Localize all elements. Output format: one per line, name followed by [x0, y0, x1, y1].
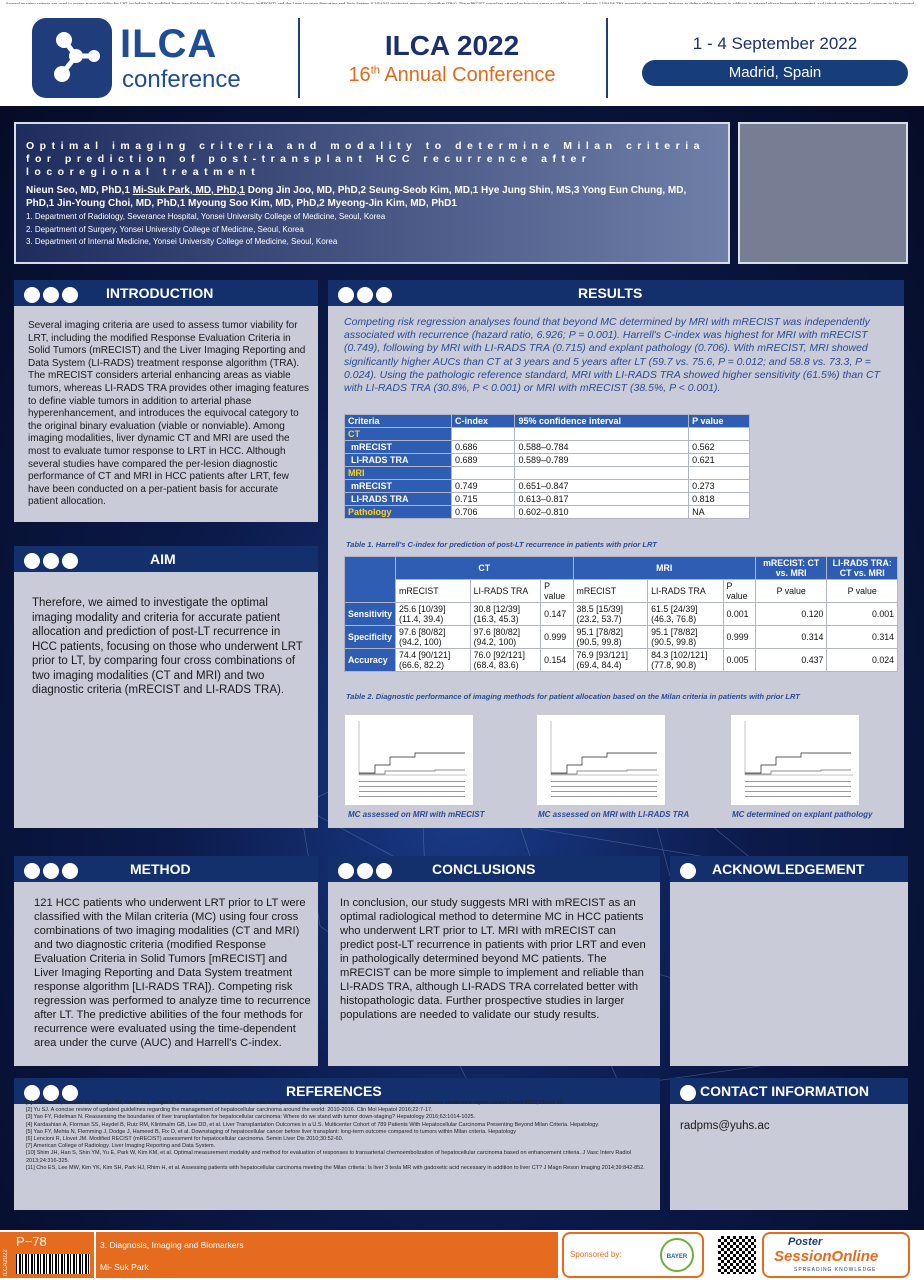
table-cell: P value: [755, 580, 826, 603]
table-cell: 0.154: [541, 649, 573, 672]
table-cell: 0.651–0.847: [515, 480, 689, 493]
ack-panel: [670, 856, 908, 1066]
table-cell: P value: [541, 580, 573, 603]
table-row: [345, 603, 898, 626]
header: [0, 4, 924, 106]
dots-icon: [338, 861, 395, 887]
table-cell: 97.6 [80/82] (94.2, 100): [396, 626, 471, 649]
postersessiononline-logo[interactable]: [762, 1232, 910, 1278]
reference-item: [1] Clavien PA, Lesurtel M, Bossuyt PM, Gores GJ, Langer B, Perrier A. Recommendations for liver transplantation for hepatocellular carcinoma: an international consensus conference report. Lancet Oncol 2012;13:e11-22.: [26, 1100, 565, 1106]
table1-caption: Table 1. Harrell's C-index for prediction of post-LT recurrence in patients with prior LRT: [346, 540, 657, 549]
table-cell: NA: [689, 506, 750, 519]
event-dates: 1 - 4 September 2022: [692, 34, 858, 53]
poster-info: [96, 1232, 558, 1278]
figure-caption: MC assessed on MRI with mRECIST: [348, 810, 485, 819]
table-cell: 95.1 [78/82] (90.5, 99.8): [648, 626, 723, 649]
table-row: [345, 649, 898, 672]
table-cell: 30.8 [12/39] (16.3, 45.3): [470, 603, 541, 626]
reference-item: [11] Cho ES, Lee MW, Kim YK, Kim SH, Park HJ, Rhim H, et al. Assessing patients with hepatocellular carcinoma meeting the Milan criteria: Is liver 3 tesla MR with gadoxetic acid necessary in addition to liver CT? J Magn Reson Imaging 2014;39:842-852.: [26, 1164, 645, 1171]
table-cell: 0.686: [452, 441, 515, 454]
dots-icon: [338, 285, 395, 311]
table-cell: 0.589–0.789: [515, 454, 689, 467]
aim-text: Therefore, we aimed to investigate the optimal imaging modality and criteria for accurate patient allocation and prediction of post-LT recurrence in HCC patients, focusing on those who underwent LRT prior to LT, by comparing four cross combinations of two imaging modalities (CT and MRI) and two diagnostic criteria (mRECIST and LI-RADS TRA).: [32, 597, 303, 696]
contact-panel: [670, 1078, 908, 1210]
section-title: REFERENCES: [286, 1083, 382, 1099]
table-cell: 0.001: [827, 603, 898, 626]
affiliations: [26, 211, 716, 249]
aim-panel: [14, 546, 318, 828]
table-performance: [344, 556, 898, 672]
section-title: ACKNOWLEDGEMENT: [712, 861, 865, 877]
pso-logo-word2: SessionOnline: [774, 1248, 879, 1265]
table-cell: CT: [345, 428, 452, 441]
table-cell: [515, 428, 689, 441]
table-cell: 0.818: [689, 493, 750, 506]
reference-item: [4] Kardashian A, Florman SS, Haydel B, Ruiz RM, Klintmalm GB, Lee DD, et al. Liver Transplantation Outcomes in a U.S. Multicenter Cohort of 789 Patients With Hepatocellular Carcinoma Presenting Beyond Milan Criteria. Hepatology.: [26, 1121, 600, 1128]
table-cell: 0.120: [755, 603, 826, 626]
table-cell: mRECIST: CT vs. MRI: [755, 557, 826, 580]
reference-item: [3] Yao FY, Fidelman N. Reassessing the boundaries of liver transplantation for hepatocellular carcinoma: Where do we stand with tumor down-staging? Hepatology 2016;63:1014-1025.: [26, 1114, 476, 1121]
table-cell: [345, 557, 396, 603]
poster-authors: Nieun Seo, MD, PhD,1 Mi-Suk Park, MD, PhD,1 Dong Jin Joo, MD, PhD,2 Seung-Seob Kim, MD,1 Hye Jung Shin, MS,3 Yong Eun Chung, MD, PhD,1 Jin-Young Choi, MD, PhD,1 Myoung Soo Kim, MD, PhD,2 Myeong-Jin Kim, MD, PhD1: [26, 185, 687, 209]
table-cell: 0.621: [689, 454, 750, 467]
table-cell: 0.005: [723, 649, 755, 672]
results-text: Competing risk regression analyses found that beyond MC determined by MRI with mRECIST was independently associated with recurrence (hazard ratio, 6.926; P = 0.001). Harrell's C-index was highest for MRI with mRECIST (0.749), following by MRI with LI-RADS TRA (0.715) and explant pathology (0.706). With mRECIST, MRI showed significantly higher AUCs than CT at 3 years and 5 years after LT (59.7 vs. 75.6, P = 0.012; and 58.8 vs. 73.3, P = 0.024). Using the pathologic reference standard, MRI with LI-RADS TRA showed higher sensitivity (61.5%) than CT with LI-RADS TRA (30.8%, P < 0.001) or MRI with mRECIST (38.5%, P < 0.001).: [344, 316, 880, 395]
table-cell: mRECIST: [345, 441, 452, 454]
table-cell: 76.9 [93/121] (69.4, 84.4): [573, 649, 648, 672]
km-plot-pathology: [730, 714, 860, 806]
figure-caption: MC determined on explant pathology: [732, 810, 873, 819]
event-location: Madrid, Spain: [642, 60, 908, 86]
photo-placeholder: [738, 122, 908, 264]
logo-ilca-text: ILCA: [120, 22, 218, 66]
table-cell: [689, 428, 750, 441]
table-row: [345, 467, 750, 480]
table-cell: 84.3 [102/121] (77.8, 90.8): [648, 649, 723, 672]
author-label: Mi- Suk Park: [100, 1262, 149, 1272]
ilca-logo-icon: [32, 18, 112, 98]
contact-email[interactable]: radpms@yuhs.ac: [680, 1120, 770, 1132]
table-header-row: [345, 557, 898, 580]
table-cell: 76.0 [92/121] (68.4, 83.6): [470, 649, 541, 672]
table-row: [345, 626, 898, 649]
dots-icon: [24, 551, 81, 577]
table-cell: 0.437: [755, 649, 826, 672]
table-cell: LI-RADS TRA: [470, 580, 541, 603]
section-title: RESULTS: [578, 285, 643, 301]
reference-item: [5] Yao FY, Mehta N, Flemming J, Dodge J, Hameed B, Fix O, et al. Downstaging of hepatocellular cancer before liver transplant: long-term outcome compared to tumors within Milan criteria. Hepatology: [26, 1128, 517, 1135]
references-list: [26, 1100, 654, 1172]
dot-icon: [680, 1083, 699, 1109]
table-cell: 0.613–0.817: [515, 493, 689, 506]
table-cell: 0.689: [452, 454, 515, 467]
qr-code-icon[interactable]: [718, 1236, 756, 1274]
table-header-cell: P value: [689, 415, 750, 428]
table-cell: mRECIST: [573, 580, 648, 603]
table-cell: 0.999: [723, 626, 755, 649]
table-cell: 25.6 [10/39] (11.4, 39.4): [396, 603, 471, 626]
aim-header: [14, 546, 318, 572]
table-cell: 0.999: [541, 626, 573, 649]
section-title: CONTACT INFORMATION: [700, 1083, 870, 1099]
intro-header: [14, 280, 318, 306]
intro-panel: [14, 280, 318, 522]
method-header: [14, 856, 318, 882]
table-cell: P value: [827, 580, 898, 603]
divider: [606, 18, 608, 98]
poster-code-box: [0, 1232, 94, 1278]
table-subheader-row: [345, 580, 898, 603]
section-title: INTRODUCTION: [106, 285, 214, 301]
topic-label: 3. Diagnosis, Imaging and Biomarkers: [100, 1240, 244, 1250]
table-cell: 0.715: [452, 493, 515, 506]
method-panel: [14, 856, 318, 1066]
table-cell: 0.147: [541, 603, 573, 626]
bayer-logo-icon: BAYER: [660, 1238, 694, 1272]
section-title: METHOD: [130, 861, 191, 877]
year-label: ILCA2022: [3, 1249, 9, 1276]
table-cell: Specificity: [345, 626, 396, 649]
reference-item: [6] Lencioni R, Llovet JM. Modified RECIST (mRECIST) assessment for hepatocellular carcinoma. Semin Liver Dis 2010;30:52-60.: [26, 1136, 344, 1143]
km-plot-mrecist: [344, 714, 474, 806]
title-box: [14, 122, 730, 264]
affiliation: 3. Department of Internal Medicine, Yonsei University College of Medicine, Seoul, Korea: [26, 237, 338, 246]
section-title: CONCLUSIONS: [432, 861, 536, 877]
table-cell: MRI: [573, 557, 755, 580]
reference-item: [2] Yu SJ. A concise review of updated guidelines regarding the management of hepatocellular carcinoma around the world: 2010-2016. Clin Mol Hepatol 2016;22:7-17.: [26, 1107, 433, 1114]
table2-caption: Table 2. Diagnostic performance of imaging methods for patient allocation based on the Milan criteria in patients with prior LRT: [346, 692, 800, 701]
divider: [298, 18, 300, 98]
table-cell: [515, 467, 689, 480]
table-cell: LI-RADS TRA: CT vs. MRI: [827, 557, 898, 580]
barcode-icon: [16, 1254, 90, 1274]
table-cell: 0.273: [689, 480, 750, 493]
figure-caption: MC assessed on MRI with LI-RADS TRA: [538, 810, 690, 819]
table-header-cell: Criteria: [345, 415, 452, 428]
event-subtitle: 16th Annual Conference: [348, 64, 556, 86]
table-cell: [689, 467, 750, 480]
reference-item: [7] American College of Radiology. Liver Imaging Reporting and Data System.: [26, 1143, 216, 1150]
contact-header: [670, 1078, 908, 1104]
conclusions-header: [328, 856, 660, 882]
table-cell: 0.602–0.810: [515, 506, 689, 519]
table-header-row: [345, 415, 750, 428]
table-cell: 0.001: [723, 603, 755, 626]
table-cell: 61.5 [24/39] (46.3, 76.8): [648, 603, 723, 626]
table-header-cell: C-index: [452, 415, 515, 428]
dots-icon: [24, 285, 81, 311]
table-cell: 74.4 [90/121] (66.6, 82.2): [396, 649, 471, 672]
conclusions-panel: [328, 856, 660, 1066]
sponsor-box: [562, 1232, 704, 1278]
affiliation: 1. Department of Radiology, Severance Hospital, Yonsei University College of Medicine, Seoul, Korea: [26, 212, 386, 221]
table-cell: LI-RADS TRA: [648, 580, 723, 603]
table-cindex: [344, 414, 750, 519]
dot-icon: [680, 861, 699, 887]
poster-code: P−78: [16, 1234, 47, 1249]
table-row: [345, 493, 750, 506]
table-cell: LI-RADS TRA: [345, 454, 452, 467]
table-cell: CT: [396, 557, 574, 580]
table-cell: mRECIST: [396, 580, 471, 603]
table-row: [345, 428, 750, 441]
method-text: 121 HCC patients who underwent LRT prior to LT were classified with the Milan criteria (MC) using four cross combinations of two imaging modalities (CT and MRI) and two diagnostic criteria (modified Response Evaluation Criteria in Solid Tumors [mRECIST] and Liver Imaging Reporting and Data System treatment response algorithm [LI-RADS TRA]). Competing risk regression was performed to analyze time to recurrence after LT. The predictive abilities of the four methods for recurrence were evaluated using the time-dependent area under the curve (AUC) and Harrell's C-index.: [34, 897, 311, 1049]
table-cell: 95.1 [78/82] (90.5, 99.8): [573, 626, 648, 649]
table-cell: 97.6 [80/82] (94.2, 100): [470, 626, 541, 649]
table-row: [345, 506, 750, 519]
table-header-cell: 95% confidence interval: [515, 415, 689, 428]
table-cell: 0.314: [755, 626, 826, 649]
table-cell: 0.588–0.784: [515, 441, 689, 454]
table-cell: MRI: [345, 467, 452, 480]
poster-title: Optimal imaging criteria and modality to determine Milan criteria for prediction of post-transplant HCC recurrence after locoregional treatment: [26, 140, 705, 178]
table-row: [345, 441, 750, 454]
table-cell: P value: [723, 580, 755, 603]
event-title: ILCA 2022: [384, 30, 520, 61]
table-row: [345, 454, 750, 467]
table-cell: 0.314: [827, 626, 898, 649]
table-row: [345, 480, 750, 493]
table-cell: 0.749: [452, 480, 515, 493]
results-panel: [328, 280, 904, 828]
sponsored-label: Sponsored by:: [570, 1250, 622, 1259]
table-cell: [452, 428, 515, 441]
affiliation: 2. Department of Surgery, Yonsei University College of Medicine, Seoul, Korea: [26, 224, 304, 234]
table-cell: Pathology: [345, 506, 452, 519]
pso-logo-word1: Poster: [788, 1236, 823, 1248]
table-cell: LI-RADS TRA: [345, 493, 452, 506]
table-cell: Accuracy: [345, 649, 396, 672]
pso-tagline: SPREADING KNOWLEDGE: [794, 1267, 877, 1273]
reference-item: [10] Shim JH, Han S, Shin YM, Yu E, Park W, Kim KM, et al. Optimal measurement modality and method for evaluation of responses to transarterial chemoembolization of hepatocellular carcinoma based on enhancement criteria. J Vasc Interv Radiol 2013;24:316-325.: [26, 1150, 631, 1164]
ack-header: [670, 856, 908, 882]
km-plot-lirads: [536, 714, 666, 806]
conclusions-text: In conclusion, our study suggests MRI with mRECIST as an optimal radiological method to determine MC in HCC patients who underwent LRT prior to LT. MRI with mRECIST can predict post-LT recurrence in patients with prior LRT and even in pathologically determined beyond MC patients. The mRECIST can be more simple to implement and reliable than LI-RADS TRA, although LI-RADS TRA correlated better with histopathologic data. Further prospective studies in larger populations are needed to validate our study results.: [340, 897, 646, 1021]
table-cell: mRECIST: [345, 480, 452, 493]
logo-conference-text: conference: [122, 66, 241, 93]
table-cell: 0.024: [827, 649, 898, 672]
table-cell: [452, 467, 515, 480]
table-cell: 0.706: [452, 506, 515, 519]
table-cell: 38.5 [15/39] (23.2, 53.7): [573, 603, 648, 626]
table-cell: Sensitivity: [345, 603, 396, 626]
dots-icon: [24, 861, 81, 887]
references-panel: [14, 1078, 660, 1210]
intro-text: Several imaging criteria are used to assess tumor viability for LRT, including the modified Response Evaluation Criteria in Solid Tumors (mRECIST) and the Liver Imaging Reporting and Data System (LI-RADS) treatment response algorithm (TRA). The mRECIST considers arterial enhancing areas as viable tumors, whereas LI-RADS TRA provides other imaging features to define viable tumors in addition to arterial phase hyperenhancement, and introduces the equivocal category to the original binary evaluation (viable or nonviable). Among imaging modalities, liver dynamic CT and MRI are used the most to evaluate tumor response to LRT in HCC. Although several studies have compared the per-lesion diagnostic performance of CT and MRI in HCC patients after LRT, few have been conducted on a per-patient basis for accurate patient allocation.: [28, 320, 310, 508]
section-title: AIM: [150, 551, 176, 567]
results-header: [328, 280, 904, 306]
table-cell: 0.562: [689, 441, 750, 454]
